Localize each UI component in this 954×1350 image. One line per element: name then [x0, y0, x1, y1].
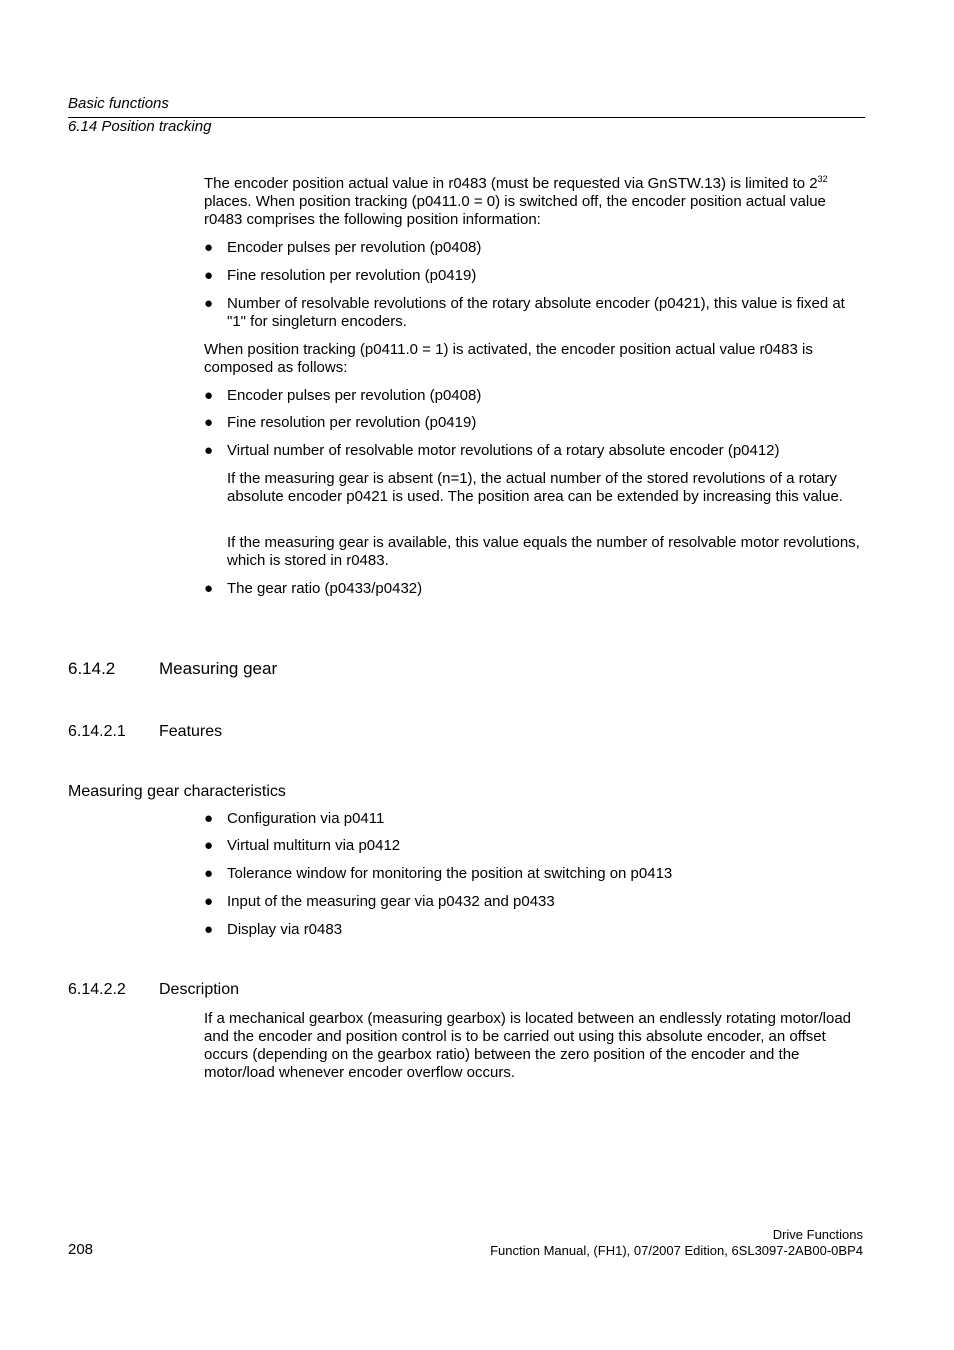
sub-paragraph: If the measuring gear is absent (n=1), the actual number of the stored revolutions of a rotary absolute encoder p0421 is used. The position area can be extended by increasing this value.	[227, 470, 843, 505]
bullet-icon: ●	[204, 580, 214, 597]
characteristics-heading: Measuring gear characteristics	[68, 783, 286, 800]
list-item: ● Display via r0483	[204, 921, 343, 938]
intro-paragraph: The encoder position actual value in r0483 (must be requested via GnSTW.13) is limited to $2^{32}$ places. When position tracking (p0411.0 = 0) is switched off, the encoder position actual value r0483 comprises the following position information:	[204, 174, 828, 228]
list-item: ● Encoder pulses per revolution (p0408)	[204, 387, 482, 404]
bullet-icon: ●	[204, 893, 214, 910]
bullet-icon: ●	[204, 442, 214, 459]
footer-doc-info: Function Manual, (FH1), 07/2007 Edition, 6SL3097-2AB00-0BP4	[490, 1243, 863, 1258]
bullet-icon: ●	[204, 239, 214, 256]
list-item: ● Tolerance window for monitoring the position at switching on p0413	[204, 865, 673, 882]
bullet-icon: ●	[204, 921, 214, 938]
list-item: ● Fine resolution per revolution (p0419)	[204, 414, 477, 431]
header-section: 6.14 Position tracking	[68, 118, 212, 135]
footer-doc-title: Drive Functions	[772, 1227, 863, 1242]
list-item: ● Virtual multiturn via p0412	[204, 837, 401, 854]
bullet-icon: ●	[204, 414, 214, 431]
header-chapter: Basic functions	[68, 95, 169, 112]
bullet-icon: ●	[204, 810, 214, 827]
bullet-icon: ●	[204, 387, 214, 404]
list-item: ● Fine resolution per revolution (p0419)	[204, 267, 477, 284]
list-item: ● Input of the measuring gear via p0432 and p0433	[204, 893, 555, 910]
section-heading-features: 6.14.2.1 Features	[68, 723, 223, 740]
bullet-icon: ●	[204, 295, 214, 312]
list-item: ● Encoder pulses per revolution (p0408)	[204, 239, 482, 256]
section-heading-measuring-gear: 6.14.2 Measuring gear	[68, 659, 278, 678]
bullet-icon: ●	[204, 267, 214, 284]
list-item: ● Configuration via p0411	[204, 810, 385, 827]
exponent: 32	[817, 174, 828, 184]
list-item: ● The gear ratio (p0433/p0432)	[204, 580, 423, 597]
bullet-icon: ●	[204, 865, 214, 882]
description-paragraph: If a mechanical gearbox (measuring gearbox) is located between an endlessly rotating motor/load and the encoder and position control is to be carried out using this absolute encoder, an offset occurs (depending on the gearbox ratio) between the zero position of the encoder and the motor/load whenever encoder overflow occurs.	[204, 1010, 852, 1081]
list-item: ● Virtual number of resolvable motor revolutions of a rotary absolute encoder (p0412)	[204, 442, 780, 459]
header-rule	[68, 117, 865, 118]
tracking-on-paragraph: When position tracking (p0411.0 = 1) is activated, the encoder position actual value r0483 is composed as follows:	[204, 341, 813, 376]
sub-paragraph: If the measuring gear is available, this value equals the number of resolvable motor revolutions, which is stored in r0483.	[227, 534, 860, 569]
bullet-icon: ●	[204, 837, 214, 854]
section-heading-description: 6.14.2.2 Description	[68, 981, 240, 998]
list-item: ● Number of resolvable revolutions of the rotary absolute encoder (p0421), this value is fixed at "1" for singleturn encoders.	[204, 295, 845, 330]
page-number: 208	[68, 1241, 94, 1258]
